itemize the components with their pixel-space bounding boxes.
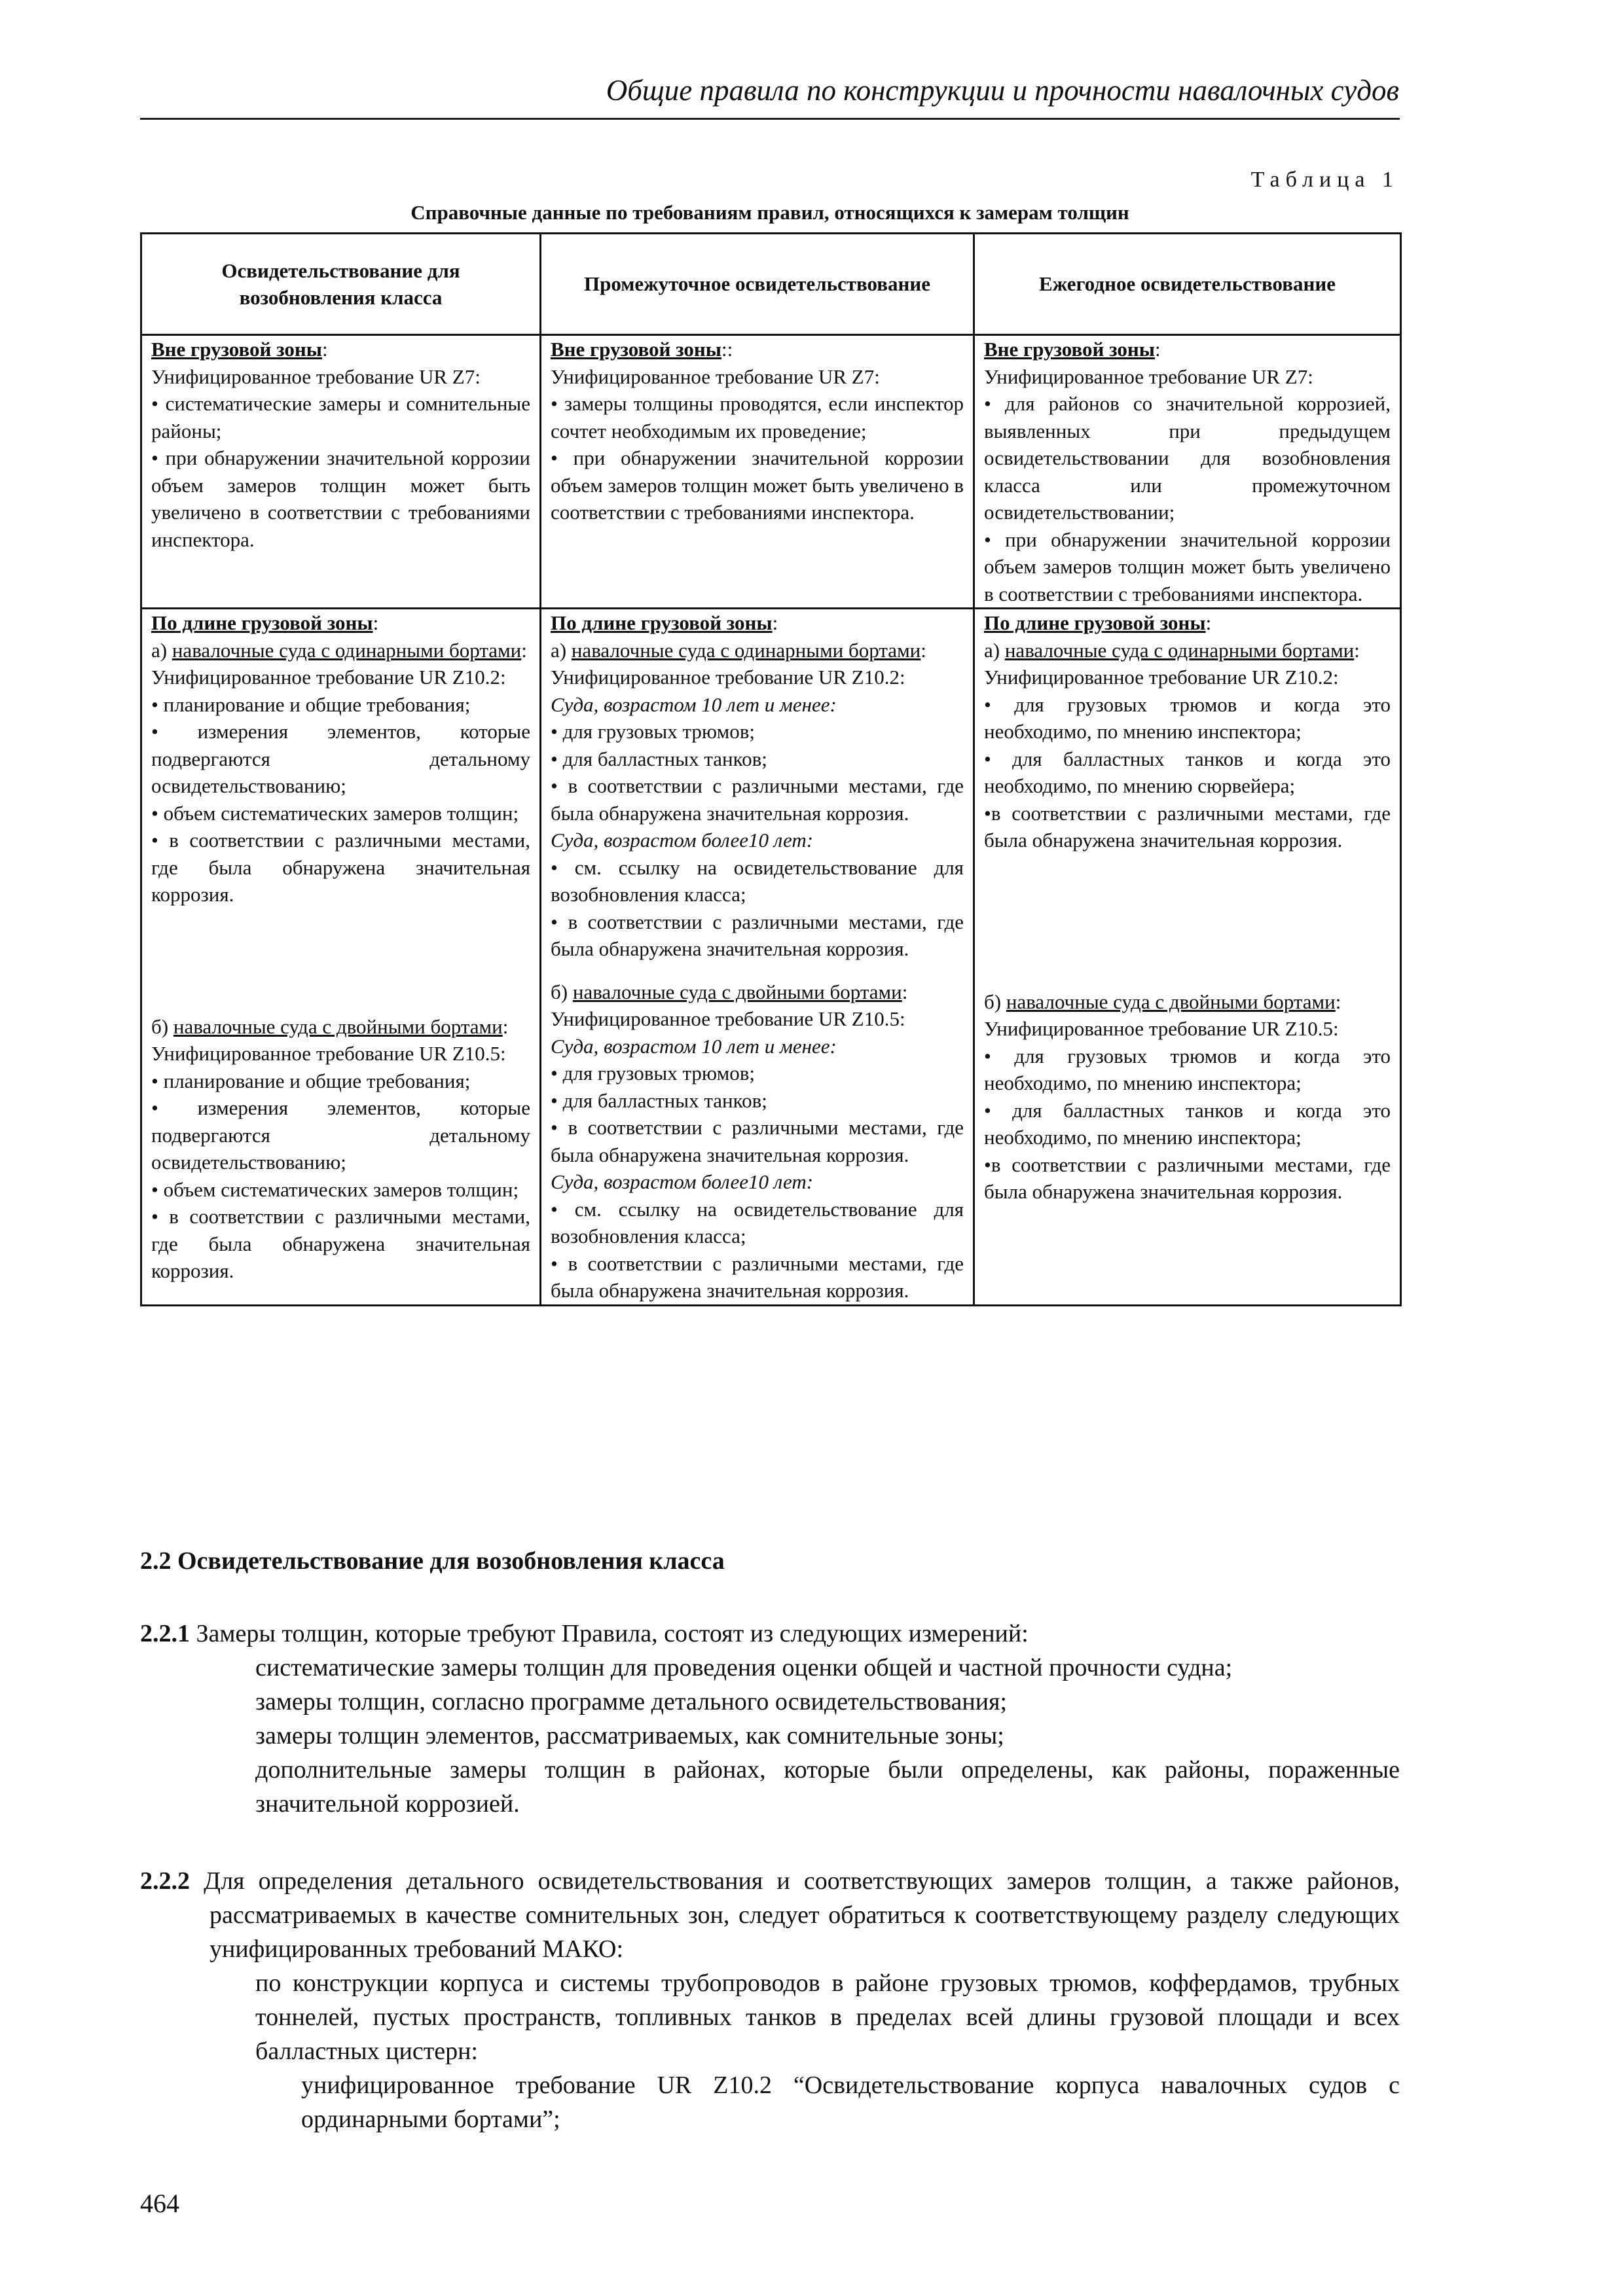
paragraph-2-2-1	[140, 1617, 1400, 1821]
cell-line: Унифицированное требование UR Z10.5:	[551, 1007, 905, 1030]
cell-heading: Вне грузовой зоны	[151, 338, 322, 361]
cell-heading-suffix: :	[772, 611, 778, 634]
cell-heading-suffix: ::	[721, 338, 733, 361]
cell-heading-suffix: :	[373, 611, 379, 634]
subsection-a: а) навалочные суда с одинарными бортами:	[151, 638, 527, 662]
subsection-a: а) навалочные суда с одинарными бортами:	[551, 638, 926, 662]
paragraph-number: 2.2.2	[140, 1867, 190, 1895]
cell-line: Унифицированное требование UR Z10.5:	[984, 1017, 1339, 1040]
column-header: Ежегодное освидетельствование	[974, 234, 1401, 335]
cell-line: • для грузовых трюмов;	[551, 720, 755, 743]
cell-line: • для балластных танков и когда это необходимо, по мнению инспектора;	[984, 1098, 1391, 1149]
paragraph-lead	[140, 1864, 1400, 1966]
cell-line: • при обнаружении значительной коррозии объем замеров толщин может быть увеличено в соответствии с требованиями инспектора.	[551, 446, 964, 524]
table-header-row	[141, 234, 1401, 335]
cell-spacer	[151, 908, 530, 1013]
subsection-b: б) навалочные суда с двойными бортами:	[984, 990, 1341, 1013]
table-cell	[974, 609, 1401, 1306]
cell-line: • измерения элементов, которые подвергаются детальному освидетельствованию;	[151, 1096, 530, 1174]
cell-line: • в соответствии с различными местами, где была обнаружена значительная коррозия.	[551, 774, 964, 825]
paragraph-lead	[140, 1617, 1400, 1651]
table-label: Таблица 1	[1250, 168, 1399, 192]
list-item: унифицированное требование UR Z10.2 “Освидетельствование корпуса навалочных судов с ординарными бортами”;	[301, 2072, 1400, 2133]
cell-line: Унифицированное требование UR Z7:	[551, 365, 880, 388]
paragraph-2-2-2	[140, 1864, 1400, 2136]
cell-line: Унифицированное требование UR Z10.2:	[984, 666, 1339, 689]
cell-line: • объем систематических замеров толщин;	[151, 1177, 519, 1201]
cell-heading: По длине грузовой зоны	[151, 611, 373, 634]
subsection-a: а) навалочные суда с одинарными бортами:	[984, 638, 1360, 662]
table-cell	[541, 609, 974, 1306]
cell-line: • в соответствии с различными местами, где была обнаружена значительная коррозия.	[551, 1116, 964, 1166]
cell-line: • для грузовых трюмов;	[551, 1062, 755, 1085]
table-row-cargo-length	[141, 609, 1401, 1306]
section-heading: 2.2 Освидетельствование для возобновления класса	[140, 1547, 725, 1575]
list-item: по конструкции корпуса и системы трубопроводов в районе грузовых трюмов, коффердамов, трубных тоннелей, пустых пространств, топливных танков в пределах всей длины грузовой площади и всех балластных цистерн:	[255, 1969, 1400, 2065]
cell-line: • замеры толщины проводятся, если инспектор сочтет необходимым их проведение;	[551, 392, 964, 442]
table-row-outside-cargo	[141, 335, 1401, 609]
paragraph-text: Замеры толщин, которые требуют Правила, состоят из следующих измерений:	[190, 1620, 1029, 1647]
cell-line: • планирование и общие требования;	[151, 692, 471, 716]
cell-line: • для районов со значительной коррозией, выявленных при предыдущем освидетельствовании для возобновления класса или промежуточном освидетельствовании;	[984, 392, 1391, 524]
cell-line: • см. ссылку на освидетельствование для возобновления класса;	[551, 855, 964, 906]
header-rule	[140, 118, 1400, 120]
table-cell	[141, 335, 541, 609]
table-cell	[141, 609, 541, 1306]
cell-heading-suffix: :	[321, 338, 328, 361]
table-cell	[541, 335, 974, 609]
cell-line: Унифицированное требование UR Z10.2:	[551, 666, 905, 689]
table-caption: Справочные данные по требованиям правил, относящихся к замерам толщин	[410, 201, 1129, 224]
cell-spacer	[984, 854, 1391, 988]
cell-line: Унифицированное требование UR Z7:	[151, 365, 481, 388]
running-header: Общие правила по конструкции и прочности навалочных судов	[606, 74, 1399, 107]
cell-heading-suffix: :	[1205, 611, 1212, 634]
cell-line: • в соответствии с различными местами, где была обнаружена значительная коррозия.	[151, 829, 530, 906]
cell-line: • в соответствии с различными местами, где была обнаружена значительная коррозия.	[151, 1205, 530, 1282]
cell-italic-line: Суда, возрастом 10 лет и менее:	[551, 1034, 837, 1058]
cell-heading: По длине грузовой зоны	[984, 611, 1206, 634]
column-header: Освидетельствование для возобновления класса	[141, 234, 541, 335]
cell-line: • см. ссылку на освидетельствование для возобновления класса;	[551, 1197, 964, 1247]
cell-italic-line: Суда, возрастом 10 лет и менее:	[551, 692, 837, 716]
cell-line: • в соответствии с различными местами, где была обнаружена значительная коррозия.	[551, 910, 964, 960]
list-item: систематические замеры толщин для проведения оценки общей и частной прочности судна;	[255, 1654, 1233, 1681]
cell-heading-suffix: :	[1154, 338, 1161, 361]
cell-line: • при обнаружении значительной коррозии объем замеров толщин может быть увеличено в соответствии с требованиями инспектора.	[151, 446, 530, 551]
cell-line: • в соответствии с различными местами, где была обнаружена значительная коррозия.	[551, 1251, 964, 1302]
cell-spacer	[551, 963, 964, 978]
cell-line: • для балластных танков и когда это необходимо, по мнению сюрвейера;	[984, 747, 1391, 797]
list-item: замеры толщин, согласно программе детального освидетельствования;	[255, 1688, 1008, 1715]
cell-line: •в соответствии с различными местами, где была обнаружена значительная коррозия.	[984, 1153, 1391, 1203]
cell-line: • систематические замеры и сомнительные районы;	[151, 392, 530, 442]
cell-line: • для грузовых трюмов и когда это необходимо, по мнению инспектора;	[984, 692, 1391, 743]
table-cell	[974, 335, 1401, 609]
cell-line: • при обнаружении значительной коррозии объем замеров толщин может быть увеличено в соответствии с требованиями инспектора.	[984, 528, 1391, 605]
cell-heading: Вне грузовой зоны	[984, 338, 1155, 361]
cell-line: Унифицированное требование UR Z10.2:	[151, 666, 506, 689]
cell-line: • для балластных танков;	[551, 747, 767, 770]
cell-line: Унифицированное требование UR Z7:	[984, 365, 1313, 388]
page-number: 464	[140, 2189, 179, 2218]
cell-heading: По длине грузовой зоны	[551, 611, 773, 634]
column-header: Промежуточное освидетельствование	[541, 234, 974, 335]
subsection-b: б) навалочные суда с двойными бортами:	[551, 980, 908, 1003]
cell-line: • для балластных танков;	[551, 1088, 767, 1112]
cell-italic-line: Суда, возрастом более10 лет:	[551, 1170, 814, 1193]
list-item: дополнительные замеры толщин в районах, которые были определены, как районы, пораженные значительной коррозией.	[255, 1756, 1400, 1818]
list-item: замеры толщин элементов, рассматриваемых, как сомнительные зоны;	[255, 1722, 1004, 1749]
cell-line: • измерения элементов, которые подвергаются детальному освидетельствованию;	[151, 720, 530, 797]
cell-line: • объем систематических замеров толщин;	[151, 801, 519, 825]
cell-line: •в соответствии с различными местами, где была обнаружена значительная коррозия.	[984, 801, 1391, 852]
subsection-b: б) навалочные суда с двойными бортами:	[151, 1014, 509, 1038]
cell-line: • планирование и общие требования;	[151, 1069, 471, 1092]
cell-italic-line: Суда, возрастом более10 лет:	[551, 829, 814, 852]
paragraph-number: 2.2.1	[140, 1620, 190, 1647]
cell-heading: Вне грузовой зоны	[551, 338, 721, 361]
cell-line: • для грузовых трюмов и когда это необходимо, по мнению инспектора;	[984, 1044, 1391, 1094]
reference-table	[140, 232, 1402, 1306]
cell-line: Унифицированное требование UR Z10.5:	[151, 1042, 506, 1065]
paragraph-text: Для определения детального освидетельствования и соответствующих замеров толщин, а также районов, рассматриваемых в качестве сомнительных зон, следует обратиться к соответствующему разделу следующих унифицированных требований МАКО:	[190, 1867, 1400, 1963]
